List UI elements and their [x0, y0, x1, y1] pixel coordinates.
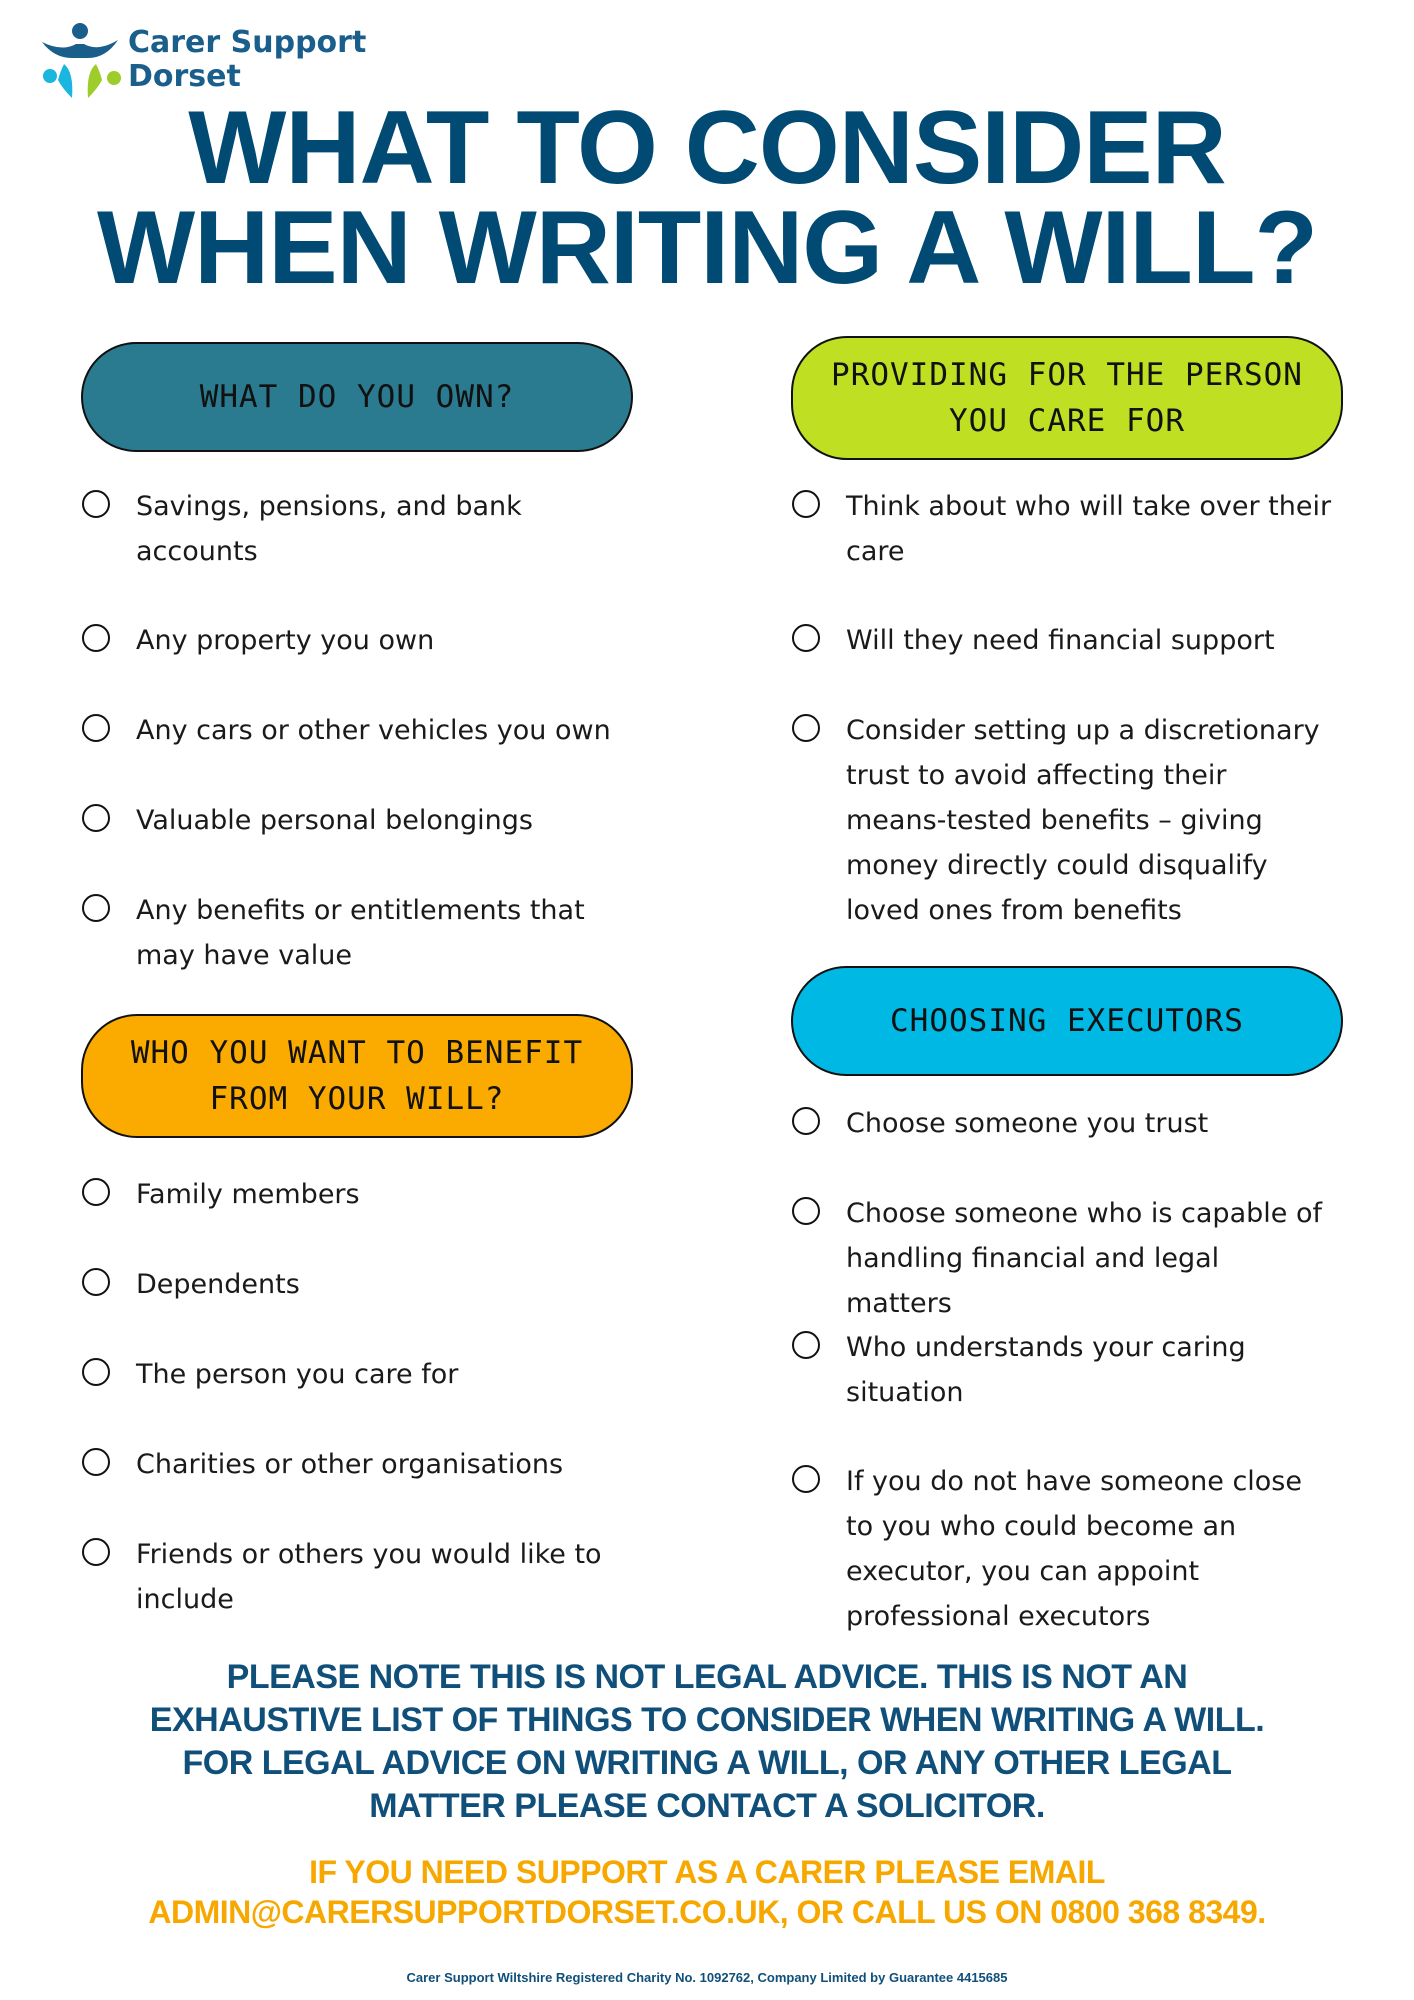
- checklist-item-text: Friends or others you would like to include: [136, 1539, 602, 1615]
- section-heading-text: CHOOSING EXECUTORS: [890, 1003, 1244, 1039]
- logo-wordmark: [128, 26, 366, 94]
- contact-email-phone-link[interactable]: ADMIN@CARERSUPPORTDORSET.CO.UK, OR CALL US ON 0800 368 8349.: [148, 1894, 1266, 1930]
- section-heading-providing-for-person: [791, 336, 1343, 460]
- page-title-line: WHEN WRITING A WILL?: [96, 190, 1318, 306]
- section-heading-who-to-benefit: [81, 1014, 633, 1138]
- checkbox-circle-icon[interactable]: [82, 624, 110, 652]
- checkbox-circle-icon[interactable]: [82, 1538, 110, 1566]
- legal-disclaimer: [0, 1656, 1414, 1828]
- checkbox-circle-icon[interactable]: [82, 1358, 110, 1386]
- checklist-item-text: Think about who will take over their care: [846, 491, 1332, 567]
- legal-disclaimer-line: MATTER PLEASE CONTACT A SOLICITOR.: [369, 1787, 1045, 1825]
- checkbox-circle-icon[interactable]: [82, 804, 110, 832]
- checkbox-circle-icon[interactable]: [792, 1107, 820, 1135]
- checkbox-circle-icon[interactable]: [82, 490, 110, 518]
- checklist-item-text: Any cars or other vehicles you own: [136, 715, 611, 746]
- section-heading-text: YOU CARE FOR: [949, 403, 1185, 439]
- checklist-item-text: Any property you own: [136, 625, 435, 656]
- section-heading-text: PROVIDING FOR THE PERSON: [831, 357, 1303, 393]
- checklist-item-text: Choose someone you trust: [846, 1108, 1209, 1139]
- legal-disclaimer-line: PLEASE NOTE THIS IS NOT LEGAL ADVICE. THIS IS NOT AN: [226, 1658, 1188, 1696]
- people-figure-logo-icon: [36, 22, 126, 102]
- checklist-item-text: If you do not have someone close to you who could become an executor, you can appoint professional executors: [846, 1466, 1302, 1632]
- charity-footer: Carer Support Wiltshire Registered Charity No. 1092762, Company Limited by Guarantee 4415685: [406, 1970, 1008, 1985]
- section-heading-text: WHO YOU WANT TO BENEFIT: [130, 1035, 584, 1071]
- checklist-item-text: Who understands your caring situation: [846, 1332, 1246, 1408]
- section-heading-choosing-executors: [791, 966, 1343, 1076]
- checkbox-circle-icon[interactable]: [792, 490, 820, 518]
- checkbox-circle-icon[interactable]: [792, 1465, 820, 1493]
- checkbox-circle-icon[interactable]: [792, 1197, 820, 1225]
- contact-line: IF YOU NEED SUPPORT AS A CARER PLEASE EMAIL: [309, 1854, 1105, 1890]
- checkbox-circle-icon[interactable]: [82, 1448, 110, 1476]
- logo-line: Carer Support: [128, 25, 367, 60]
- logo-line: Dorset: [128, 59, 241, 94]
- contact-info: [0, 1852, 1414, 1932]
- checklist-item-text: Valuable personal belongings: [136, 805, 533, 836]
- section-heading-what-do-you-own: [81, 342, 633, 452]
- checkbox-circle-icon[interactable]: [82, 714, 110, 742]
- checkbox-circle-icon[interactable]: [792, 714, 820, 742]
- checklist-providing-for-person: [792, 488, 1332, 928]
- checklist-who-to-benefit: [82, 1176, 622, 1616]
- section-heading-text: WHAT DO YOU OWN?: [199, 379, 515, 415]
- checklist-item-text: Any benefits or entitlements that may have value: [136, 895, 585, 971]
- checklist-item-text: Charities or other organisations: [136, 1449, 564, 1480]
- checklist-item-text: Consider setting up a discretionary trust to avoid affecting their means-tested benefits – giving money directly could disqualify loved ones from benefits: [846, 715, 1320, 926]
- checkbox-circle-icon[interactable]: [82, 1178, 110, 1206]
- page-title: [0, 90, 1414, 306]
- checklist-what-do-you-own: [82, 488, 622, 971]
- checklist-item-text: Choose someone who is capable of handling financial and legal matters: [846, 1198, 1322, 1319]
- checklist-item-text: Family members: [136, 1179, 360, 1210]
- checkbox-circle-icon[interactable]: [792, 1331, 820, 1359]
- checkbox-circle-icon[interactable]: [792, 624, 820, 652]
- checklist-choosing-executors: [792, 1105, 1332, 1645]
- checklist-item-text: Dependents: [136, 1269, 300, 1300]
- checklist-item-text: Will they need financial support: [846, 625, 1275, 656]
- checklist-item-text: The person you care for: [136, 1359, 459, 1390]
- checklist-item-text: Savings, pensions, and bank accounts: [136, 491, 522, 567]
- section-heading-text: FROM YOUR WILL?: [209, 1081, 505, 1117]
- checkbox-circle-icon[interactable]: [82, 1268, 110, 1296]
- legal-disclaimer-line: FOR LEGAL ADVICE ON WRITING A WILL, OR ANY OTHER LEGAL: [182, 1744, 1232, 1782]
- checkbox-circle-icon[interactable]: [82, 894, 110, 922]
- page-title-line: WHAT TO CONSIDER: [188, 90, 1226, 206]
- legal-disclaimer-line: EXHAUSTIVE LIST OF THINGS TO CONSIDER WHEN WRITING A WILL.: [149, 1701, 1265, 1739]
